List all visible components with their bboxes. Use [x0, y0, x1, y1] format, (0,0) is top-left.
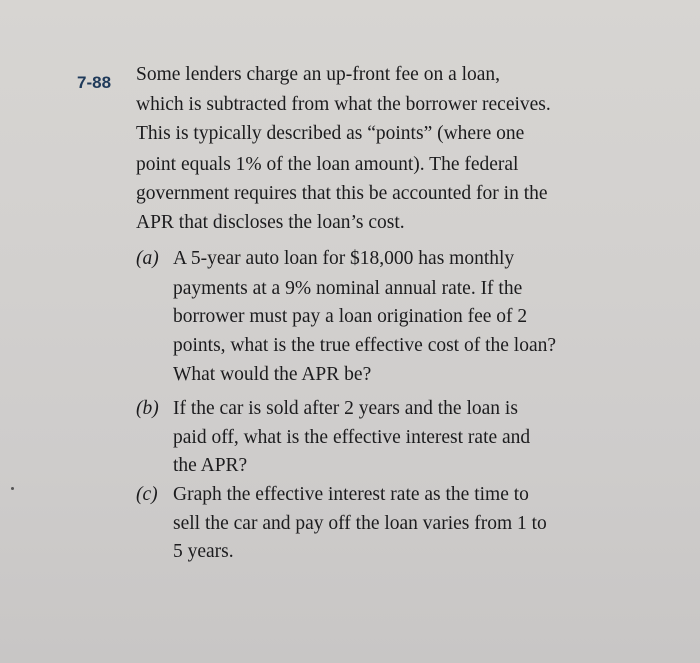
part-line: points, what is the true effective cost of the loan?: [173, 335, 557, 356]
intro-line: This is typically described as “points” (where one: [136, 123, 525, 144]
part-line: sell the car and pay off the loan varies from 1 to: [173, 513, 547, 534]
part-label: (b): [136, 398, 159, 419]
paper-speck: [11, 487, 14, 490]
part-line: A 5-year auto loan for $18,000 has monthly: [173, 248, 515, 269]
part-line: What would the APR be?: [173, 364, 372, 385]
part-line: paid off, what is the effective interest rate and: [173, 427, 531, 448]
part-line: the APR?: [173, 455, 248, 476]
intro-line: point equals 1% of the loan amount). The federal: [136, 154, 519, 175]
problem-number: 7-88: [77, 73, 112, 92]
part-label: (a): [136, 248, 159, 269]
part-label: (c): [136, 484, 158, 505]
part-line: 5 years.: [173, 541, 234, 562]
part-line: payments at a 9% nominal annual rate. If the: [173, 278, 523, 299]
intro-line: APR that discloses the loan’s cost.: [136, 212, 405, 233]
part-line: borrower must pay a loan origination fee of 2: [173, 306, 528, 327]
intro-line: Some lenders charge an up-front fee on a loan,: [136, 64, 501, 85]
intro-line: which is subtracted from what the borrower receives.: [136, 94, 551, 115]
intro-line: government requires that this be accounted for in the: [136, 183, 548, 204]
part-line: Graph the effective interest rate as the time to: [173, 484, 529, 505]
part-line: If the car is sold after 2 years and the loan is: [173, 398, 518, 419]
